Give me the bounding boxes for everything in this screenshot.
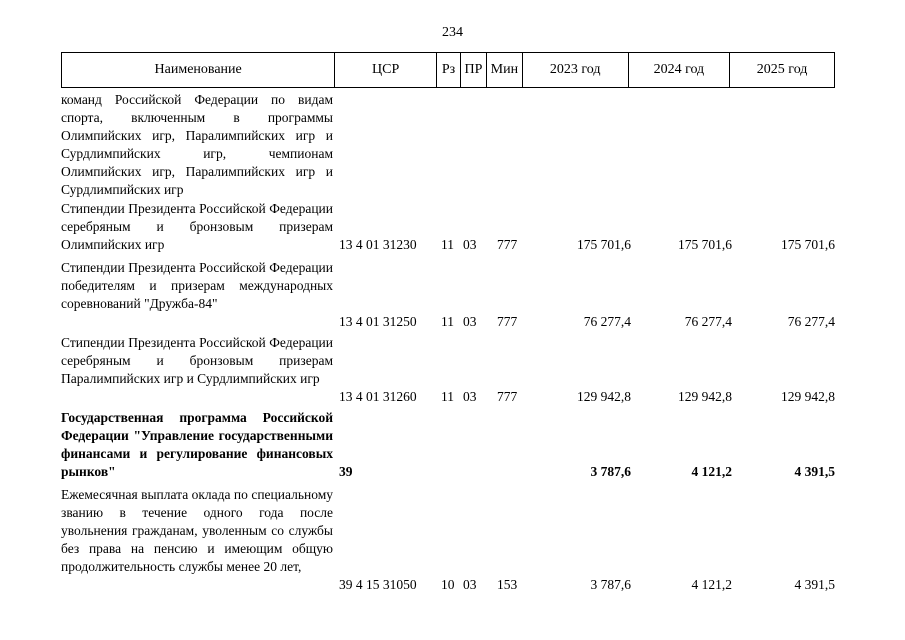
- row-pr: 03: [463, 577, 477, 592]
- header-pr: ПР: [461, 53, 487, 87]
- table-header: [61, 52, 835, 88]
- row-name: Ежемесячная выплата оклада по специальному званию в течение одного года после увольнения гражданам, уволенным со службы без права на пенсию и имеющим общую продолжительность службы менее 20 лет,: [61, 487, 333, 574]
- row-csr: 13 4 01 31230: [339, 237, 417, 252]
- row-2024: 129 942,8: [678, 389, 732, 404]
- row-2025: 76 277,4: [787, 314, 835, 329]
- header-csr: ЦСР: [335, 53, 437, 87]
- row-name: Стипендии Президента Российской Федерации серебряным и бронзовым призерам Паралимпийских игр и Сурдлимпийских игр: [61, 335, 333, 386]
- row-2023: 3 787,6: [590, 577, 631, 592]
- row-rz: 11: [441, 314, 454, 329]
- row-2024: 4 121,2: [691, 577, 732, 592]
- header-2025: 2025 год: [756, 62, 808, 77]
- header-2024: 2024 год: [629, 53, 731, 87]
- row-pr: 03: [463, 314, 477, 329]
- row-2025: 175 701,6: [781, 237, 835, 252]
- row-name: Государственная программа Российской Федерации "Управление государственными финансами и регулирование финансовых рынков": [61, 410, 333, 479]
- header-rz: Рз: [437, 53, 461, 87]
- row-2023: 129 942,8: [577, 389, 631, 404]
- row-rz: 11: [441, 237, 454, 252]
- row-2025: 4 391,5: [794, 464, 835, 479]
- row-name: Стипендии Президента Российской Федерации серебряным и бронзовым призерам Олимпийских игр: [61, 201, 333, 252]
- row-pr: 03: [463, 389, 477, 404]
- row-csr: 39 4 15 31050: [339, 577, 417, 592]
- row-rz: 11: [441, 389, 454, 404]
- row-2023: 175 701,6: [577, 237, 631, 252]
- row-rz: 10: [441, 577, 455, 592]
- row-min: 777: [497, 389, 518, 404]
- row-min: 777: [497, 314, 518, 329]
- row-2024: 4 121,2: [691, 464, 732, 479]
- page-number: 234: [442, 25, 463, 40]
- row-min: 777: [497, 237, 518, 252]
- row-2025: 4 391,5: [794, 577, 835, 592]
- header-2023: 2023 год: [523, 53, 629, 87]
- row-2023: 3 787,6: [590, 464, 631, 479]
- row-min: 153: [497, 577, 518, 592]
- row-name: Стипендии Президента Российской Федерации победителям и призерам международных соревнований "Дружба-84": [61, 260, 333, 311]
- row-csr: 13 4 01 31250: [339, 314, 417, 329]
- header-name: Наименование: [62, 53, 335, 87]
- row-2025: 129 942,8: [781, 389, 835, 404]
- row-2023: 76 277,4: [583, 314, 631, 329]
- row-csr: 39: [339, 464, 353, 479]
- row-2024: 76 277,4: [684, 314, 732, 329]
- row-name: команд Российской Федерации по видам спорта, включенным в программы Олимпийских игр, Паралимпийских игр и Сурдлимпийских игр, чемпионам Олимпийских игр, Паралимпийских игр и Сурдлимпийских игр: [61, 92, 333, 197]
- row-2024: 175 701,6: [678, 237, 732, 252]
- row-csr: 13 4 01 31260: [339, 389, 417, 404]
- row-pr: 03: [463, 237, 477, 252]
- header-min: Мин: [487, 53, 523, 87]
